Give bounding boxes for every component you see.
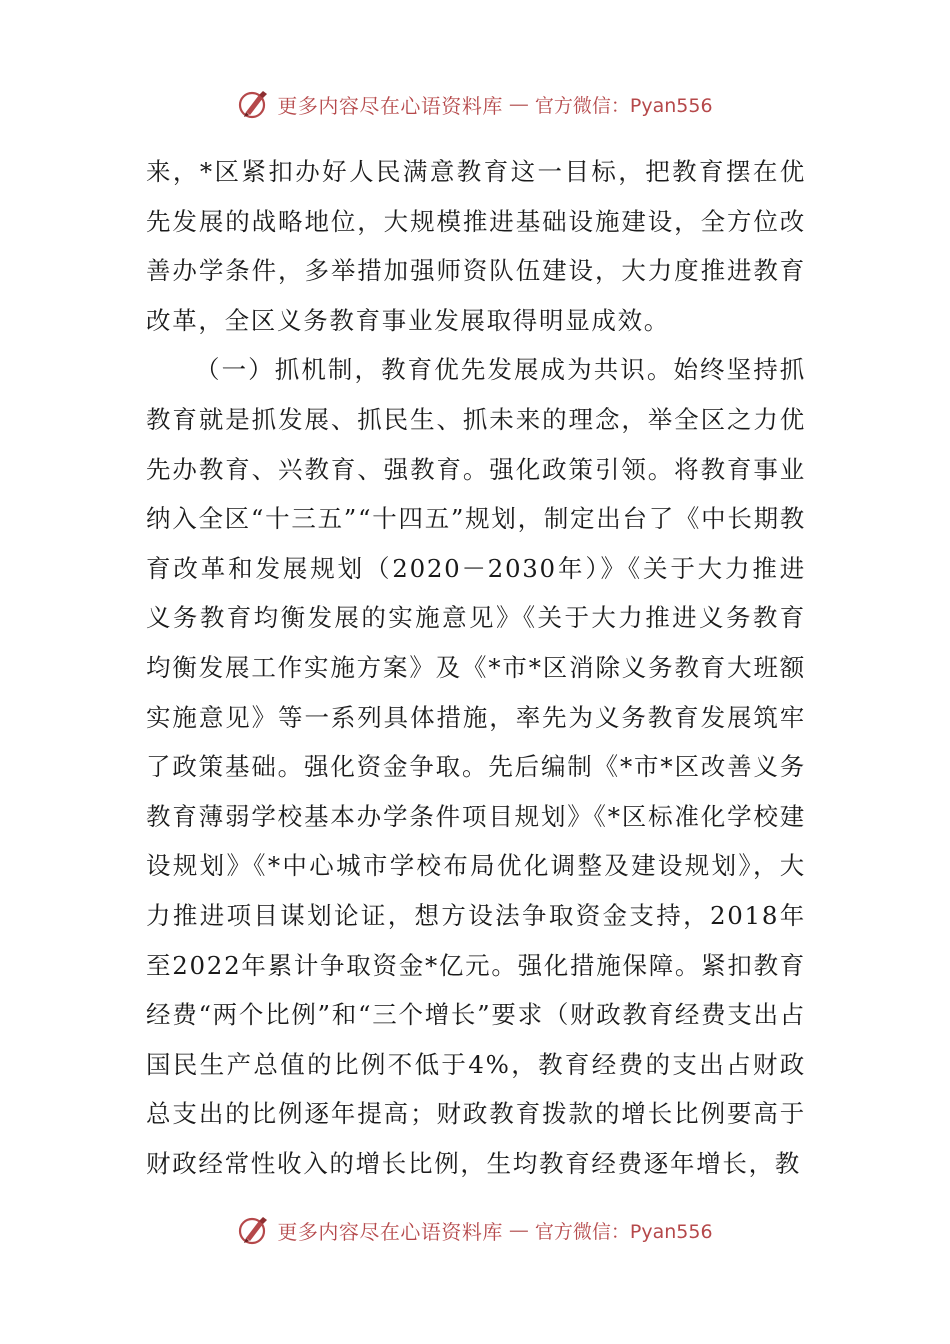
header-brand-text: 更多内容尽在心语资料库	[277, 93, 503, 118]
footer-brand-text: 更多内容尽在心语资料库	[277, 1219, 503, 1244]
paragraph-intro: 来，*区紧扣办好人民满意教育这一目标，把教育摆在优先发展的战略地位，大规模推进基础设施建设，全方位改善办学条件，多举措加强师资队伍建设，大力度推进教育改革，全区义务教育事业发展取得明显成效。	[146, 157, 806, 335]
pen-circle-logo-icon	[237, 1213, 271, 1247]
header-contact-text: 官方微信：Pyan556	[534, 94, 713, 117]
paragraph-section-one: （一）抓机制，教育优先发展成为共识。始终坚持抓教育就是抓发展、抓民生、抓未来的理念，举全区之力优先办教育、兴教育、强教育。强化政策引领。将教育事业纳入全区“十三五”“十四五”规划，制定出台了《中长期教育改革和发展规划（2020－2030年）》《关于大力推进义务教育均衡发展的实施意见》《关于大力推进义务教育均衡发展工作实施方案》及《*市*区消除义务教育大班额实施意见》等一系列具体措施，率先为义务教育发展筑牢了政策基础。强化资金争取。先后编制《*市*区改善义务教育薄弱学校基本办学条件项目规划》《*区标准化学校建设规划》《*中心城市学校布局优化调整及建设规划》，大力推进项目谋划论证，想方设法争取资金支持，2018年至2022年累计争取资金*亿元。强化措施保障。紧扣教育经费“两个比例”和“三个增长”要求（财政教育经费支出占国民生产总值的比例不低于4%，教育经费的支出占财政总支出的比例逐年提高；财政教育拨款的增长比例要高于财政经常性收入的增长比例，生均教育经费逐年增长，教	[146, 355, 806, 1178]
footer-separator: —	[508, 1218, 529, 1242]
header-separator: —	[508, 92, 529, 116]
page-header-banner	[0, 84, 950, 124]
page-footer-banner	[0, 1210, 950, 1250]
pen-circle-logo-icon	[237, 87, 271, 121]
document-body	[146, 147, 806, 1188]
footer-contact-text: 官方微信：Pyan556	[534, 1220, 713, 1243]
